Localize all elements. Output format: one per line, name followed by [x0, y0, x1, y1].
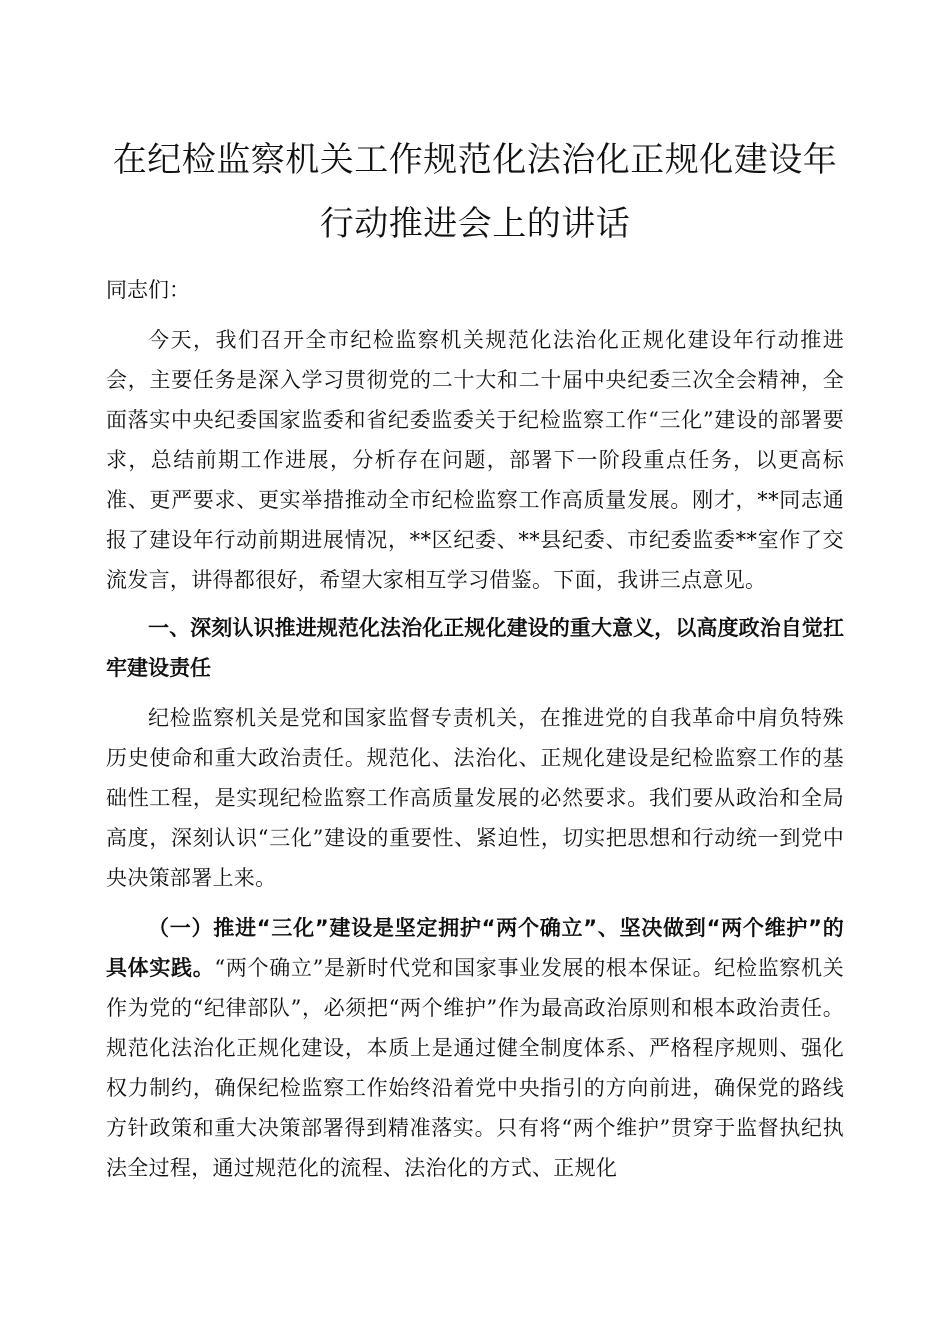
document-title: [106, 128, 844, 256]
salutation: 同志们：: [106, 278, 190, 302]
subsection-1-lead: （一）推进“三化”建设是坚定拥护“两个确立”、坚决做到“两个维护”的具体实践。: [106, 916, 844, 980]
intro-paragraph: 今天，我们召开全市纪检监察机关规范化法治化正规化建设年行动推进会，主要任务是深入学习贯彻党的二十大和二十届中央纪委三次全会精神，全面落实中央纪委国家监委和省纪委监委关于纪检监察工作“三化”建设的部署要求，总结前期工作进展，分析存在问题，部署下一阶段重点任务，以更高标准、更严要求、更实举措推动全市纪检监察工作高质量发展。刚才，**同志通报了建设年行动前期进展情况，**区纪委、**县纪委、市纪委监委**室作了交流发言，讲得都很好，希望大家相互学习借鉴。下面，我讲三点意见。: [106, 328, 844, 592]
subsection-1-body: “两个确立”是新时代党和国家事业发展的根本保证。纪检监察机关作为党的“纪律部队”，必须把“两个维护”作为最高政治原则和根本政治责任。规范化法治化正规化建设，本质上是通过健全制度体系、严格程序规则、强化权力制约，确保纪检监察工作始终沿着党中央指引的方向前进，确保党的路线方针政策和重大决策部署得到精准落实。只有将“两个维护”贯穿于监督执纪执法全过程，通过规范化的流程、法治化的方式、正规化: [106, 956, 845, 1180]
subsection-1-paragraph: [106, 908, 844, 1188]
title-line-2: 行动推进会上的讲话: [319, 204, 631, 244]
section-1-heading: 一、深刻认识推进规范化法治化正规化建设的重大意义，以高度政治自觉扛牢建设责任: [106, 616, 844, 680]
section-1-paragraph: 纪检监察机关是党和国家监督专责机关，在推进党的自我革命中肩负特殊历史使命和重大政治责任。规范化、法治化、正规化建设是纪检监察工作的基础性工程，是实现纪检监察工作高质量发展的必然要求。我们要从政治和全局高度，深刻认识“三化”建设的重要性、紧迫性，切实把思想和行动统一到党中央决策部署上来。: [106, 706, 844, 890]
document-page: [106, 0, 844, 1188]
title-line-1: 在纪检监察机关工作规范化法治化正规化建设年: [112, 140, 838, 180]
